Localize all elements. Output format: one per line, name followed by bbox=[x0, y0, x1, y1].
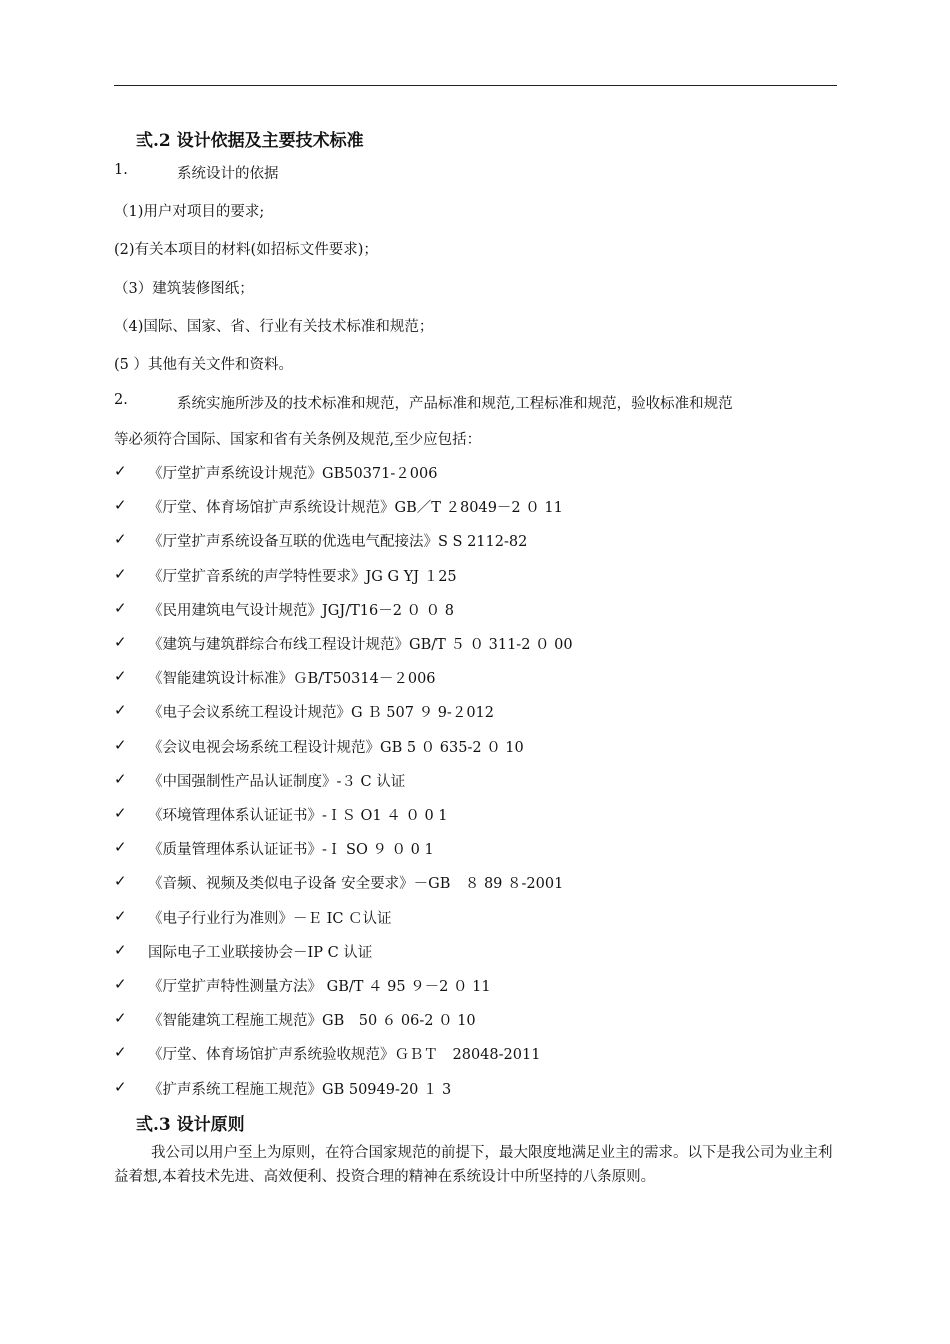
standard-item: 《厅堂扩声系统设备互联的优选电气配接法》S S 2112-82 bbox=[148, 534, 528, 550]
check-icon: ✓ bbox=[114, 530, 127, 548]
standard-item: 《厅堂扩声系统设计规范》GB50371-２006 bbox=[148, 466, 438, 482]
check-icon: ✓ bbox=[114, 736, 127, 754]
basis-item-1: （1)用户对项目的要求; bbox=[114, 204, 265, 220]
check-icon: ✓ bbox=[114, 975, 127, 993]
design-principle-paragraph: 我公司以用户至上为原则，在符合国家规范的前提下，最大限度地满足业主的需求。以下是我公司为业主利益着想,本着技术先进、高效便利、投资合理的精神在系统设计中所坚持的八条原则。 bbox=[114, 1145, 833, 1185]
check-icon: ✓ bbox=[114, 1009, 127, 1027]
standard-item: 《智能建筑工程施工规范》GB 50 ６ 06-2 ０ 10 bbox=[148, 1013, 476, 1029]
check-icon: ✓ bbox=[114, 1043, 127, 1061]
check-icon: ✓ bbox=[114, 770, 127, 788]
standard-item: 《音频、视频及类似电子设备 安全要求》－GB ８ 89 ８-2001 bbox=[148, 876, 564, 892]
check-icon: ✓ bbox=[114, 462, 127, 480]
check-icon: ✓ bbox=[114, 633, 127, 651]
standard-item: 《扩声系统工程施工规范》GB 50949-20 １ 3 bbox=[148, 1082, 452, 1098]
item-1-number: 1. bbox=[114, 162, 128, 178]
basis-item-3: （3）建筑装修图纸； bbox=[114, 281, 254, 297]
standard-item: 《厅堂扩声特性测量方法》 GB/T ４ 95 ９－2 ０ 11 bbox=[148, 979, 491, 995]
check-icon: ✓ bbox=[114, 941, 127, 959]
check-icon: ✓ bbox=[114, 667, 127, 685]
check-icon: ✓ bbox=[114, 565, 127, 583]
standard-item: 《电子会议系统工程设计规范》G Ｂ 507 ９ 9-２012 bbox=[148, 705, 494, 721]
standard-item: 《厅堂、体育场馆扩声系统设计规范》GB／T ２8049－2 ０ 11 bbox=[148, 500, 563, 516]
standard-item: 《中国强制性产品认证制度》-３ C 认证 bbox=[148, 774, 406, 790]
check-icon: ✓ bbox=[114, 838, 127, 856]
check-icon: ✓ bbox=[114, 907, 127, 925]
check-icon: ✓ bbox=[114, 701, 127, 719]
basis-item-4: （4)国际、国家、省、行业有关技术标准和规范； bbox=[114, 319, 434, 335]
standard-item: 《厅堂扩音系统的声学特性要求》JG G YJ １25 bbox=[148, 569, 457, 585]
standard-item: 《会议电视会场系统工程设计规范》GB 5 ０ 635-2 ０ 10 bbox=[148, 740, 524, 756]
check-icon: ✓ bbox=[114, 804, 127, 822]
standard-item: 《民用建筑电气设计规范》JGJ/T16－2 ０ ０ 8 bbox=[148, 603, 454, 619]
standard-item: 国际电子工业联接协会－IP C 认证 bbox=[148, 945, 373, 961]
standard-item: 《电子行业行为准则》－Ｅ IC Ｃ认证 bbox=[148, 911, 392, 927]
basis-item-5: (5 ）其他有关文件和资料。 bbox=[114, 357, 293, 373]
standard-item: 《环境管理体系认证证书》-ＩＳ O1 ４ ０ 0 1 bbox=[148, 808, 448, 824]
item-2-line-1: 系统实施所涉及的技术标准和规范，产品标准和规范,工程标准和规范，验收标准和规范 bbox=[177, 396, 733, 412]
check-icon: ✓ bbox=[114, 496, 127, 514]
section-heading-2-2: 弎.2 设计依据及主要技术标准 bbox=[136, 131, 364, 151]
header-rule bbox=[114, 85, 837, 86]
standard-item: 《建筑与建筑群综合布线工程设计规范》GB/T ５ ０ 311-2 ０ 00 bbox=[148, 637, 573, 653]
standard-item: 《厅堂、体育场馆扩声系统验收规范》ＧＢＴ 28048-2011 bbox=[148, 1047, 541, 1063]
item-2-number: 2. bbox=[114, 392, 128, 408]
check-icon: ✓ bbox=[114, 872, 127, 890]
basis-item-2: (2)有关本项目的材料(如招标文件要求)； bbox=[114, 242, 378, 258]
section-heading-2-3: 弎.3 设计原则 bbox=[136, 1115, 245, 1135]
item-1-text: 系统设计的依据 bbox=[177, 166, 279, 182]
check-icon: ✓ bbox=[114, 599, 127, 617]
item-2-line-2: 等必须符合国际、国家和省有关条例及规范,至少应包括： bbox=[114, 432, 482, 448]
standard-item: 《质量管理体系认证证书》-Ｉ SO ９ ０ 0 1 bbox=[148, 842, 434, 858]
check-icon: ✓ bbox=[114, 1078, 127, 1096]
standard-item: 《智能建筑设计标准》ＧB/T50314－２006 bbox=[148, 671, 436, 687]
